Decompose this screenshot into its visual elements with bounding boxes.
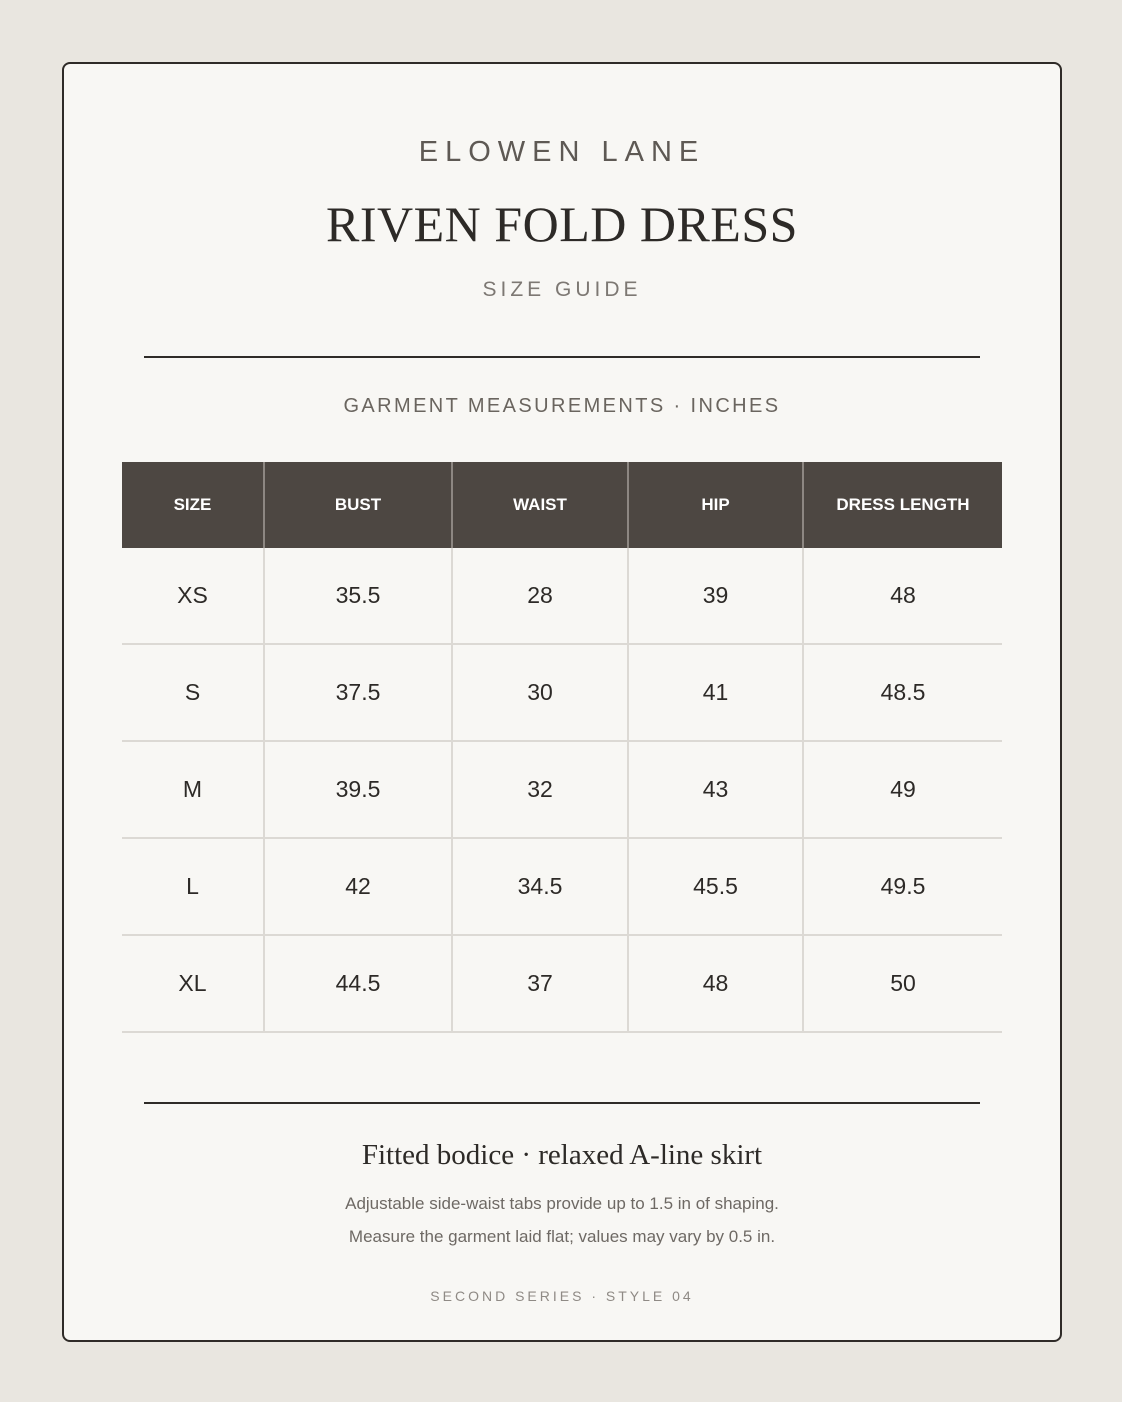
bust-cell: 42: [264, 838, 452, 935]
column-header-waist: WAIST: [452, 462, 628, 548]
top-divider: [144, 356, 980, 358]
hip-cell: 39: [628, 548, 803, 644]
waist-cell: 32: [452, 741, 628, 838]
table-row: [122, 644, 1002, 741]
table-row: [122, 741, 1002, 838]
waist-cell: 37: [452, 935, 628, 1032]
table-row: [122, 548, 1002, 644]
size-guide-label: SIZE GUIDE: [482, 278, 642, 301]
fit-description: Fitted bodice · relaxed A-line skirt: [361, 1139, 763, 1171]
size-cell: L: [122, 838, 264, 935]
bust-cell: 35.5: [264, 548, 452, 644]
waist-cell: 34.5: [452, 838, 628, 935]
size-cell: M: [122, 741, 264, 838]
hip-cell: 41: [628, 644, 803, 741]
size-cell: XS: [122, 548, 264, 644]
bottom-divider: [144, 1102, 980, 1104]
column-header-dress-length: DRESS LENGTH: [803, 462, 1002, 548]
dress-length-cell: 50: [803, 935, 1002, 1032]
dress-length-cell: 49: [803, 741, 1002, 838]
table-row: [122, 935, 1002, 1032]
table-heading: GARMENT MEASUREMENTS · INCHES: [343, 395, 781, 417]
size-cell: XL: [122, 935, 264, 1032]
column-header-bust: BUST: [264, 462, 452, 548]
product-title: RIVEN FOLD DRESS: [326, 196, 798, 252]
column-header-hip: HIP: [628, 462, 803, 548]
column-header-size: SIZE: [122, 462, 264, 548]
size-table: [122, 462, 1002, 1033]
table-header-row: [122, 462, 1002, 548]
hip-cell: 43: [628, 741, 803, 838]
hip-cell: 45.5: [628, 838, 803, 935]
table-row: [122, 838, 1002, 935]
bust-cell: 44.5: [264, 935, 452, 1032]
note-adjustable-tabs: Adjustable side-waist tabs provide up to 1.5 in of shaping.: [345, 1194, 779, 1213]
size-guide-card: [62, 62, 1062, 1342]
brand-name: ELOWEN LANE: [418, 136, 706, 168]
dress-length-cell: 48.5: [803, 644, 1002, 741]
bust-cell: 39.5: [264, 741, 452, 838]
bust-cell: 37.5: [264, 644, 452, 741]
dress-length-cell: 48: [803, 548, 1002, 644]
note-measurement: Measure the garment laid flat; values may vary by 0.5 in.: [348, 1227, 776, 1246]
series-footer: SECOND SERIES · STYLE 04: [430, 1288, 694, 1304]
dress-length-cell: 49.5: [803, 838, 1002, 935]
hip-cell: 48: [628, 935, 803, 1032]
waist-cell: 28: [452, 548, 628, 644]
waist-cell: 30: [452, 644, 628, 741]
size-cell: S: [122, 644, 264, 741]
